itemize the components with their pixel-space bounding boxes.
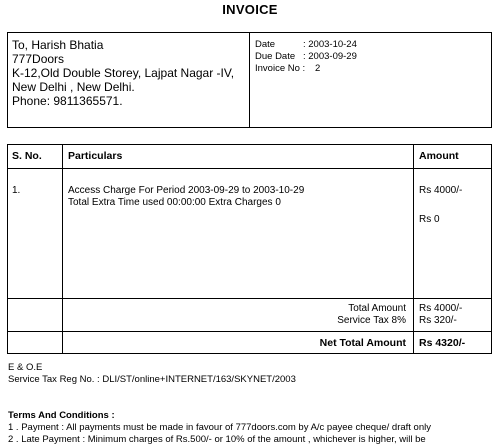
- row-amount-1: Rs 4000/-: [419, 185, 463, 196]
- service-tax-value: Rs 320/-: [419, 315, 457, 326]
- term-late-payment: 2 . Late Payment : Minimum charges of Rs.500/- or 10% of the amount , whichever is higher, will be: [8, 434, 426, 445]
- date-row: [255, 39, 486, 51]
- invoice-title: INVOICE: [222, 2, 278, 17]
- particulars-line2: Total Extra Time used 00:00:00 Extra Charges 0: [68, 197, 281, 208]
- invoice-meta-box: [249, 32, 492, 128]
- total-amount-value: Rs 4000/-: [419, 303, 463, 314]
- customer-address-box: [7, 32, 250, 128]
- service-tax-reg: Service Tax Reg No. : DLI/ST/online+INTERNET/163/SKYNET/2003: [8, 374, 296, 385]
- total-amount-label: Total Amount: [348, 303, 406, 314]
- terms-title: Terms And Conditions :: [8, 410, 115, 421]
- totals-values: [419, 303, 462, 327]
- header-particulars: Particulars: [68, 150, 123, 162]
- eoe-note: E & O.E: [8, 362, 43, 373]
- due-date-label: Due Date: [255, 51, 296, 62]
- customer-company: 777Doors: [12, 52, 65, 66]
- net-total-divider: [8, 331, 491, 332]
- customer-address-line2: New Delhi , New Delhi.: [12, 80, 135, 94]
- column-divider: [62, 145, 63, 353]
- net-total-label: Net Total Amount: [319, 337, 406, 349]
- header-divider: [8, 168, 491, 169]
- particulars-line1: Access Charge For Period 2003-09-29 to 2003-10-29: [68, 185, 305, 196]
- service-tax-label: Service Tax 8%: [337, 315, 406, 326]
- totals-divider: [8, 298, 491, 299]
- customer-phone: Phone: 9811365571.: [12, 94, 123, 108]
- totals-labels: [337, 303, 406, 327]
- invoice-table: [7, 144, 492, 354]
- header-amount: Amount: [419, 150, 459, 162]
- column-divider: [413, 145, 414, 353]
- invoice-number-row: [255, 63, 486, 75]
- customer-name: To, Harish Bhatia: [12, 38, 104, 52]
- row-amount-2: Rs 0: [419, 214, 440, 225]
- row-sno: 1.: [12, 185, 21, 196]
- date-value: : 2003-10-24: [303, 39, 357, 50]
- due-date-value: : 2003-09-29: [303, 51, 357, 62]
- customer-address-line1: K-12,Old Double Storey, Lajpat Nagar -IV,: [12, 66, 235, 80]
- date-label: Date: [255, 39, 276, 50]
- header-sno: S. No.: [12, 150, 42, 162]
- row-particulars: [68, 185, 304, 209]
- net-total-value: Rs 4320/-: [419, 337, 466, 349]
- invoice-number-label: Invoice No :: [255, 63, 306, 74]
- invoice-number-value: 2: [315, 63, 321, 74]
- due-date-row: [255, 51, 486, 63]
- term-payment: 1 . Payment : All payments must be made in favour of 777doors.com by A/c payee cheque/ draft only: [8, 422, 431, 433]
